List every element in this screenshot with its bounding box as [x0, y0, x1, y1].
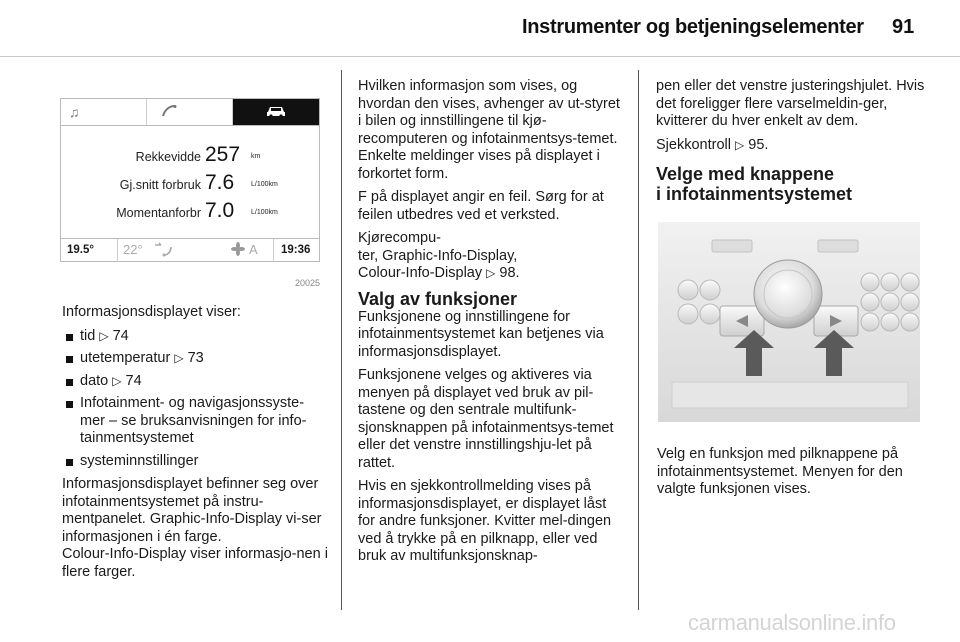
info-display-screen — [60, 98, 320, 262]
paragraph: F på displayet angir en feil. Sørg for at feilen utbedres ved et verksted. — [358, 189, 604, 223]
paragraph: Funksjonene og innstillingene for infotainmentsystemet kan betjenes via informasjonsdisplayet. — [358, 308, 604, 360]
display-contents-list — [62, 328, 328, 471]
range-value: 257 — [205, 143, 241, 166]
status-divider — [117, 239, 118, 262]
avg-consumption-unit: L/100km — [251, 181, 278, 188]
column-1 — [62, 304, 328, 587]
instant-consumption-unit: L/100km — [251, 209, 278, 216]
clock: 19:36 — [281, 244, 311, 256]
fan-icon — [231, 242, 245, 259]
tab-vehicle — [233, 99, 319, 125]
set-temperature: 22° — [123, 242, 143, 257]
list-item: systeminnstillinger — [62, 453, 328, 471]
instant-consumption-value: 7.0 — [205, 199, 235, 222]
paragraph: Kjørecompu- ter, Graphic-Info-Display, Colour-Info-Display ▷ 98. — [358, 230, 520, 281]
section-heading: Velge med knappene i infotainmentsystemet — [656, 164, 853, 204]
watermark: carmanualsonline.info — [688, 610, 896, 635]
info-display-figure — [60, 98, 322, 290]
tab-phone — [147, 99, 233, 125]
page-ref-arrow-icon: ▷ — [486, 266, 496, 280]
paragraph: Informasjonsdisplayet befinner seg over infotainmentsystemet på instru-mentpanelet. Graphic-Info-Display vi-ser informasjonen i én farge. — [62, 476, 322, 545]
paragraph: Colour-Info-Display viser informasjo-nen i flere farger. — [62, 546, 328, 580]
list-item: tid ▷ 74 — [62, 328, 328, 346]
avg-consumption-value: 7.6 — [205, 171, 235, 194]
display-row-avg-consumption — [61, 171, 319, 197]
range-unit: km — [251, 153, 261, 160]
list-item: dato ▷ 74 — [62, 373, 328, 391]
car-icon — [265, 104, 287, 121]
list-item: Infotainment- og navigasjonssyste-mer – se bruksanvisningen for info-tainmentsystemet — [62, 395, 328, 448]
header-rule — [0, 56, 960, 57]
page-header-title: Instrumenter og betjeningselementer — [522, 16, 864, 38]
photo-caption: Velg en funksjon med pilknappene på infotainmentsystemet. Menyen for den valgte funksjonen vises. — [657, 446, 903, 497]
instant-consumption-label: Momentanforbr — [116, 206, 201, 220]
display-intro: Informasjonsdisplayet viser: — [62, 304, 241, 320]
avg-consumption-label: Gj.snitt forbruk — [119, 178, 201, 192]
section-heading: Valg av funksjoner — [358, 288, 518, 309]
outside-temperature: 19.5° — [67, 244, 94, 256]
display-status-bar — [61, 238, 319, 262]
infotainment-controls-photo — [658, 222, 920, 422]
figure-id: 20025 — [294, 278, 320, 288]
paragraph: Hvis en sjekkontrollmelding vises på informasjonsdisplayet, er displayet låst for andre funksjoner. Kvitter mel-dingen ved å trykke på en pilknapp, eller ved bruk av multifunksjonsknap- — [358, 478, 612, 564]
page-ref-arrow-icon: ▷ — [734, 137, 745, 152]
page-number: 91 — [892, 16, 915, 38]
display-tab-bar — [61, 99, 319, 126]
music-note-icon: ♫ — [69, 104, 80, 120]
display-row-range — [61, 143, 319, 169]
phone-icon — [161, 104, 177, 120]
paragraph: pen eller det venstre justeringshjulet. Hvis det foreligger flere varselmeldin-ger, kvitterer du hver enkelt av dem. — [656, 78, 925, 129]
airflow-icon — [153, 241, 175, 260]
column-2 — [358, 78, 626, 572]
column-3 — [656, 78, 926, 208]
paragraph: Funksjonene velges og aktiveres via menyen på displayet ved bruk av pil-tastene og den sentrale multifunk-sjonsknappen på infotainmentsys-temet eller det venstre innstillingshju-let på rattet. — [358, 367, 614, 471]
page-ref-arrow-icon: ▷ — [99, 328, 109, 343]
paragraph: Sjekkontroll ▷ 95. — [656, 136, 769, 153]
tab-audio — [61, 99, 147, 125]
paragraph: Hvilken informasjon som vises, og hvordan den vises, avhenger av ut-styret i bilen og innstillingene til kjø-recomputeren og infotainmentsys-temet. Enkelte meldinger vises på displayet i forkortet form. — [358, 78, 620, 182]
list-item: utetemperatur ▷ 73 — [62, 350, 328, 368]
column-divider-1 — [341, 70, 342, 610]
status-divider — [273, 239, 274, 262]
range-label: Rekkevidde — [135, 150, 201, 164]
column-divider-2 — [638, 70, 639, 610]
page-ref-arrow-icon: ▷ — [174, 351, 184, 365]
display-row-instant-consumption — [61, 199, 319, 225]
page-ref-arrow-icon: ▷ — [112, 373, 122, 388]
ac-auto-indicator: A — [249, 242, 258, 257]
